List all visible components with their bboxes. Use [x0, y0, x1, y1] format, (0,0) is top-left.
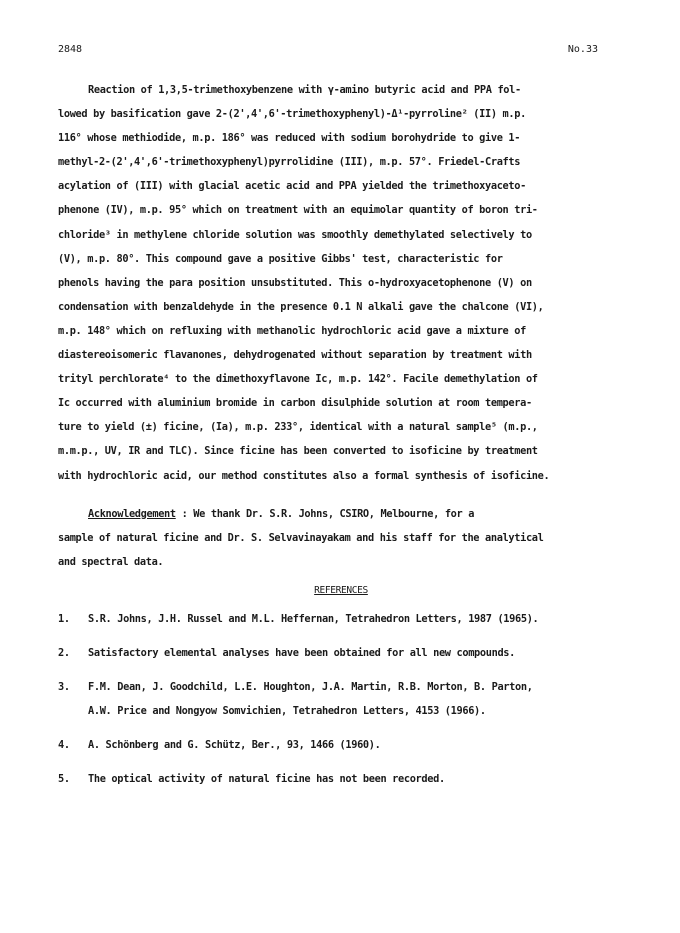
reference-text: A.W. Price and Nongyow Somvichien, Tetrahedron Letters, 4153 (1966).	[88, 705, 486, 718]
paragraph-line: with hydrochloric acid, our method constitutes also a formal synthesis of isoficine.	[58, 469, 550, 482]
paragraph-line: (V), m.p. 80°. This compound gave a positive Gibbs' test, characteristic for	[58, 252, 503, 265]
references-title: REFERENCES	[314, 584, 368, 596]
reference-text: F.M. Dean, J. Goodchild, L.E. Houghton, J.A. Martin, R.B. Morton, B. Parton,	[88, 681, 533, 694]
reference-number: 2.	[58, 647, 70, 660]
paragraph-line: phenols having the para position unsubstituted. This o-hydroxyacetophenone (V) on	[58, 276, 532, 289]
paragraph-line: chloride³ in methylene chloride solution was smoothly demethylated selectively to	[58, 228, 532, 241]
acknowledgement-line: and spectral data.	[58, 555, 164, 568]
acknowledgement	[58, 502, 624, 574]
paragraph-line: condensation with benzaldehyde in the presence 0.1 N alkali gave the chalcone (VI),	[58, 300, 544, 313]
paragraph-line: Ic occurred with aluminium bromide in carbon disulphide solution at room tempera-	[58, 397, 532, 410]
synthesis-paragraph	[58, 78, 624, 488]
paragraph-line: acylation of (III) with glacial acetic acid and PPA yielded the trimethoxyaceto-	[58, 180, 526, 193]
reference-number: 1.	[58, 612, 70, 625]
reference-number: 4.	[58, 739, 70, 752]
reference-text: S.R. Johns, J.H. Russel and M.L. Heffernan, Tetrahedron Letters, 1987 (1965).	[88, 612, 539, 625]
paragraph-line: m.m.p., UV, IR and TLC). Since ficine has been converted to isoficine by treatment	[58, 445, 538, 458]
paragraph-line: lowed by basification gave 2-(2',4',6'-trimethoxyphenyl)-Δ¹-pyrroline² (II) m.p.	[58, 108, 526, 121]
reference-item	[58, 641, 624, 665]
paragraph-line: 116° whose methiodide, m.p. 186° was reduced with sodium borohydride to give 1-	[58, 132, 521, 145]
acknowledgement-label: Acknowledgement	[88, 507, 176, 520]
reference-item	[58, 675, 624, 723]
reference-text: Satisfactory elemental analyses have been obtained for all new compounds.	[88, 647, 515, 660]
reference-number: 3.	[58, 681, 70, 694]
acknowledgement-line: sample of natural ficine and Dr. S. Selvavinayakam and his staff for the analytical	[58, 531, 544, 544]
reference-item	[58, 733, 624, 757]
issue-number: No.33	[567, 44, 598, 55]
paragraph-line: diastereoisomeric flavanones, dehydrogenated without separation by treatment with	[58, 349, 532, 362]
paragraph-line: Reaction of 1,3,5-trimethoxybenzene with γ-amino butyric acid and PPA fol-	[88, 84, 521, 96]
page-number: 2848	[58, 44, 83, 55]
page-header	[58, 44, 598, 60]
paragraph-line: phenone (IV), m.p. 95° which on treatment with an equimolar quantity of boron tri-	[58, 204, 538, 217]
reference-text: The optical activity of natural ficine has not been recorded.	[88, 773, 445, 786]
references-list	[58, 607, 624, 792]
acknowledgement-text: : We thank Dr. S.R. Johns, CSIRO, Melbourne, for a	[175, 507, 475, 520]
references-heading	[58, 578, 624, 603]
reference-text: A. Schönberg and G. Schütz, Ber., 93, 1466 (1960).	[88, 739, 381, 752]
article-body	[58, 78, 624, 792]
reference-item	[58, 767, 624, 791]
paragraph-line: ture to yield (±) ficine, (Ia), m.p. 233°, identical with a natural sample⁵ (m.p.,	[58, 421, 538, 434]
paragraph-line: trityl perchlorate⁴ to the dimethoxyflavone Ic, m.p. 142°. Facile demethylation of	[58, 373, 538, 386]
paragraph-line: m.p. 148° which on refluxing with methanolic hydrochloric acid gave a mixture of	[58, 324, 526, 337]
reference-item	[58, 607, 624, 631]
reference-number: 5.	[58, 773, 70, 786]
acknowledgement-line	[58, 502, 624, 526]
paragraph-line: methyl-2-(2',4',6'-trimethoxyphenyl)pyrrolidine (III), m.p. 57°. Friedel-Crafts	[58, 156, 521, 169]
